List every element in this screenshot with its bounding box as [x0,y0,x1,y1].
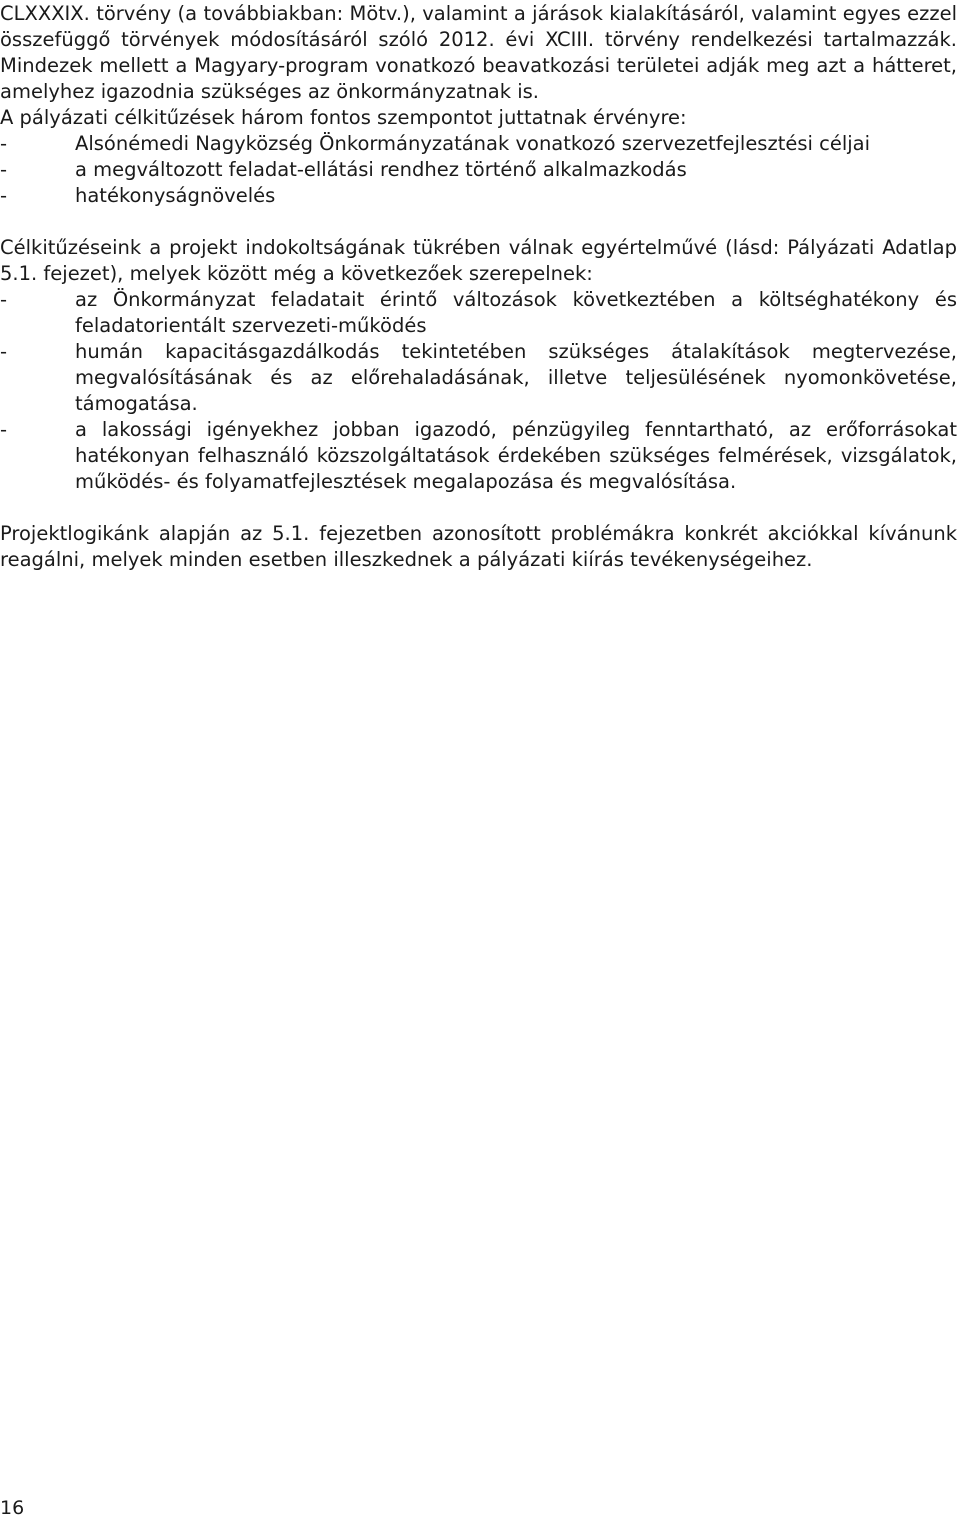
paragraph-gap [0,209,957,235]
list-dash: - [0,132,8,155]
objectives-lead: A pályázati célkitűzések három fontos szempontot juttatnak érvényre: [0,106,687,129]
goals-list [0,287,957,495]
goals-lead: Célkitűzéseink a projekt indokoltságának tükrében válnak egyértelművé (lásd: Pályázati Adatlap 5.1. fejezet), melyek között még a következőek szerepelnek: [0,236,957,285]
list-item-text: a megváltozott feladat-ellátási rendhez történő alkalmazkodás [75,158,687,181]
list-dash: - [0,184,8,207]
list-item-text: hatékonyságnövelés [75,184,276,207]
objectives-list [0,131,957,209]
list-item [0,131,957,157]
list-dash: - [0,418,8,441]
paragraph-gap [0,495,957,521]
list-item [0,339,957,417]
document-page [0,0,957,573]
list-item [0,183,957,209]
list-dash: - [0,340,8,363]
intro-paragraph: CLXXXIX. törvény (a továbbiakban: Mötv.), valamint a járások kialakításáról, valamint egyes ezzel összefüggő törvények módosításáról szóló 2012. évi XCIII. törvény rendelkezési tartalmazzák. Mindezek mellett a Magyary-program vonatkozó beavatkozási területei adják meg azt a hátteret, amelyhez igazodnia szükséges az önkormányzatnak is. [0,2,957,103]
list-item [0,157,957,183]
page-number: 16 [0,1497,25,1519]
list-item-text: Alsónémedi Nagyközség Önkormányzatának vonatkozó szervezetfejlesztési céljai [75,132,871,155]
list-item-text: az Önkormányzat feladatait érintő változások következtében a költséghatékony és feladatorientált szervezeti-működés [75,288,957,337]
list-item [0,287,957,339]
list-dash: - [0,288,8,311]
list-item [0,417,957,495]
list-item-text: a lakossági igényekhez jobban igazodó, pénzügyileg fenntartható, az erőforrásokat hatékonyan felhasználó közszolgáltatások érdekében szükséges felmérések, vizsgálatok, működés- és folyamatfejlesztések megalapozása és megvalósítása. [75,418,957,493]
closing-paragraph: Projektlogikánk alapján az 5.1. fejezetben azonosított problémákra konkrét akciókkal kívánunk reagálni, melyek minden esetben illeszkednek a pályázati kiírás tevékenységeihez. [0,522,957,571]
list-item-text: humán kapacitásgazdálkodás tekintetében szükséges átalakítások megtervezése, megvalósításának és az előrehaladásának, illetve teljesülésének nyomonkövetése, támogatása. [75,340,957,415]
list-dash: - [0,158,8,181]
